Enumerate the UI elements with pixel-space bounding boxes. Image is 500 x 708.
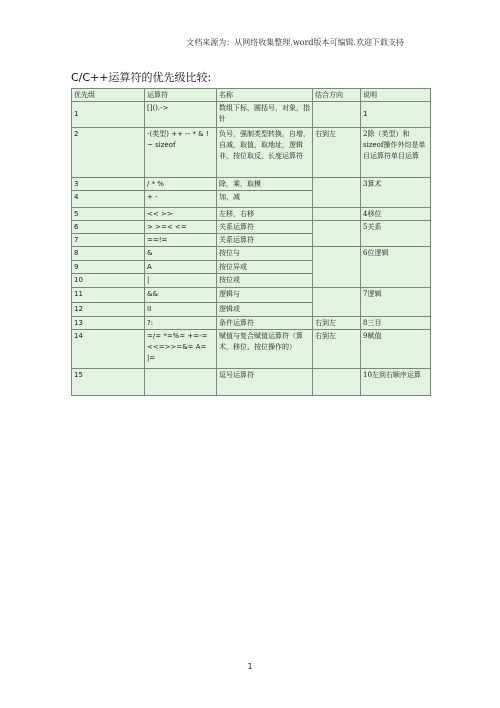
table-row: 2 -(类型) ++ -- * & ! ~ sizeof 负号，强制类型转换，自增，自减，取值，取地址，逻辑非，按位取反，长度运算符 右到左 2除（类型）和sizeof操作外均是单目运算符单目运算 — [72, 128, 431, 178]
table-row: 7 ==!= 关系运算符 — [72, 234, 431, 247]
table-header-row — [72, 89, 431, 102]
table-row: 9 A 按位异或 — [72, 261, 431, 274]
operator-precedence-table — [71, 88, 431, 396]
table-row: 10 | 按位或 — [72, 274, 431, 288]
header-source-note: 文档来源为：从网络收集整理.word版本可编辑.欢迎下载支持 — [186, 38, 404, 47]
header-associativity: 结合方向 — [313, 89, 361, 102]
table-row: 4 + - 加，减 — [72, 191, 431, 208]
header-name: 名称 — [217, 89, 313, 102]
note-arithmetic: 3算术 — [361, 178, 431, 208]
table-row: 3 / * % 除，乘，取模 3算术 — [72, 178, 431, 191]
document-title: C/C++运算符的优先级比较: — [71, 71, 212, 84]
header-note: 说明 — [361, 89, 431, 102]
table-row: 5 << >> 左移，右移 4移位 — [72, 208, 431, 221]
table-row: 15 逗号运算符 10左到右顺序运算 — [72, 369, 431, 396]
note-relational: 5关系 — [361, 221, 431, 247]
table-row: 1 []().-> 数组下标，圆括号，对象，指针 1 — [72, 102, 431, 128]
table-row: 12 II 逻辑或 — [72, 303, 431, 317]
table-row: 13 ?: 条件运算符 右到左 8三目 — [72, 317, 431, 330]
page-number: 1 — [247, 662, 253, 671]
table-row: 8 & 按位与 6位逻辑 — [72, 247, 431, 261]
table-row: 14 =/= *=%= +=-= <<=>>=&= A= |= 赋值与复合赋值运算符（算术，移位，按位操作的） 右到左 9赋值 — [72, 330, 431, 369]
header-operator: 运算符 — [145, 89, 217, 102]
table-row: 11 && 逻辑与 7逻辑 — [72, 288, 431, 303]
header-level: 优先级 — [72, 89, 145, 102]
table-row: 6 > >=< <= 关系运算符 5关系 — [72, 221, 431, 234]
note-bitwise: 6位逻辑 — [361, 247, 431, 288]
